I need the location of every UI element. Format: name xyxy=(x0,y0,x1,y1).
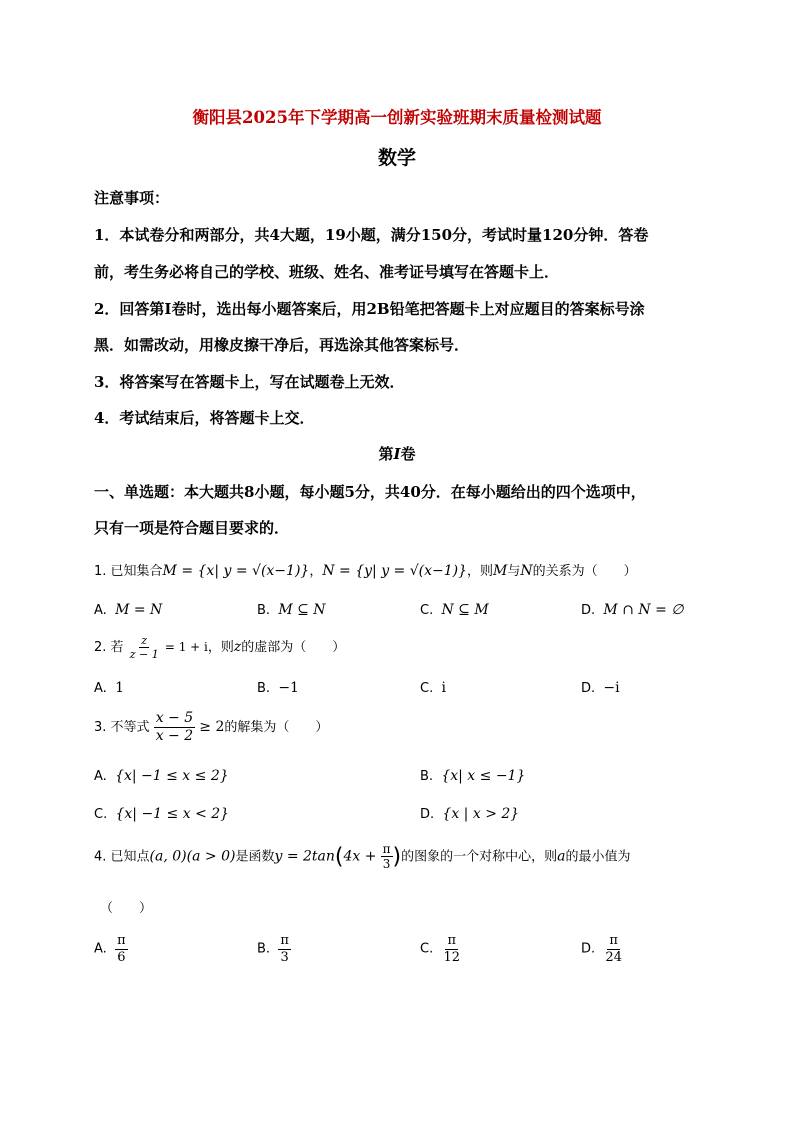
question-3-option-b: B. {x| x ≤ −1} xyxy=(420,768,526,784)
question-3-option-c: C. {x| −1 ≤ x < 2} xyxy=(94,806,230,822)
question-4-stem: 4. 已知点(a, 0)(a > 0)是函数y = 2tan(4x + $\frac{\pi}{3}$ )的图象的一个对称中心，则a的最小值为 xyxy=(94,842,631,872)
question-2-fraction: $\frac{z}{z - 1}$ xyxy=(129,634,159,662)
question-2-option-a: A. 1 xyxy=(94,680,124,696)
set-n: N = {y| y = √(x−1)} xyxy=(322,563,468,579)
volume-heading: 第I卷 xyxy=(378,445,416,463)
question-4-option-b: B. $\frac{\pi}{3}$ xyxy=(257,933,289,965)
question-2-option-d: D. −i xyxy=(581,680,620,696)
question-4-answer-paren: （ ） xyxy=(100,901,153,916)
notes-line-1: 1．本试卷分和两部分，共4大题，19小题，满分150分，考试时量120分钟．答卷 xyxy=(94,226,649,244)
set-m: M = {x| y = √(x−1)} xyxy=(162,563,310,579)
question-4-fraction: $\frac{\pi}{3}$ xyxy=(382,842,391,872)
question-4-option-a: A. $\frac{\pi}{6}$ xyxy=(94,933,126,965)
notes-line-5: 3．将答案写在答题卡上，写在试题卷上无效． xyxy=(94,373,405,391)
notes-heading: 注意事项： xyxy=(94,189,170,207)
notes-line-3: 2．回答第Ⅰ卷时，选出每小题答案后，用2B铅笔把答题卡上对应题目的答案标号涂 xyxy=(94,300,645,318)
question-2-stem: 2. 若 $\frac{z}{z - 1}$ = 1 + i，则z的虚部为（ ） xyxy=(94,634,346,662)
question-2-option-c: C. i xyxy=(420,680,446,696)
question-3-fraction: $\frac{x - 5}{x - 2}$ xyxy=(155,710,194,744)
question-3-stem: 3. 不等式 $\frac{x - 5}{x - 2}$ ≥ 2的解集为（ ） xyxy=(94,710,329,744)
notes-line-4: 黑．如需改动，用橡皮擦干净后，再选涂其他答案标号． xyxy=(94,336,470,354)
section-heading-2: 只有一项是符合题目要求的． xyxy=(94,519,290,537)
question-2-option-b: B. −1 xyxy=(257,680,299,696)
question-4-option-d: D. $\frac{\pi}{24}$ xyxy=(581,933,622,965)
section-heading-1: 一、单选题：本大题共8小题，每小题5分，共40分．在每小题给出的四个选项中， xyxy=(94,483,646,501)
exam-title: 衡阳县2025年下学期高一创新实验班期末质量检测试题 xyxy=(192,108,602,127)
notes-line-6: 4．考试结束后，将答题卡上交． xyxy=(94,409,315,427)
question-1-option-d: D. M ∩ N = ∅ xyxy=(581,602,684,618)
notes-line-2: 前，考生务必将自己的学校、班级、姓名、准考证号填写在答题卡上． xyxy=(94,263,560,281)
question-1-option-c: C. N ⊆ M xyxy=(420,602,489,618)
subject-title: 数学 xyxy=(377,147,416,169)
question-3-option-d: D. {x | x > 2} xyxy=(420,806,520,822)
question-4-option-c: C. $\frac{\pi}{12}$ xyxy=(420,933,461,965)
question-3-option-a: A. {x| −1 ≤ x ≤ 2} xyxy=(94,768,229,784)
question-1-stem: 1. 已知集合M = {x| y = √(x−1)}，N = {y| y = √(x−1)}，则M与N的关系为（ ） xyxy=(94,563,637,579)
question-1-option-b: B. M ⊆ N xyxy=(257,602,326,618)
question-1-option-a: A. M = N xyxy=(94,602,163,618)
